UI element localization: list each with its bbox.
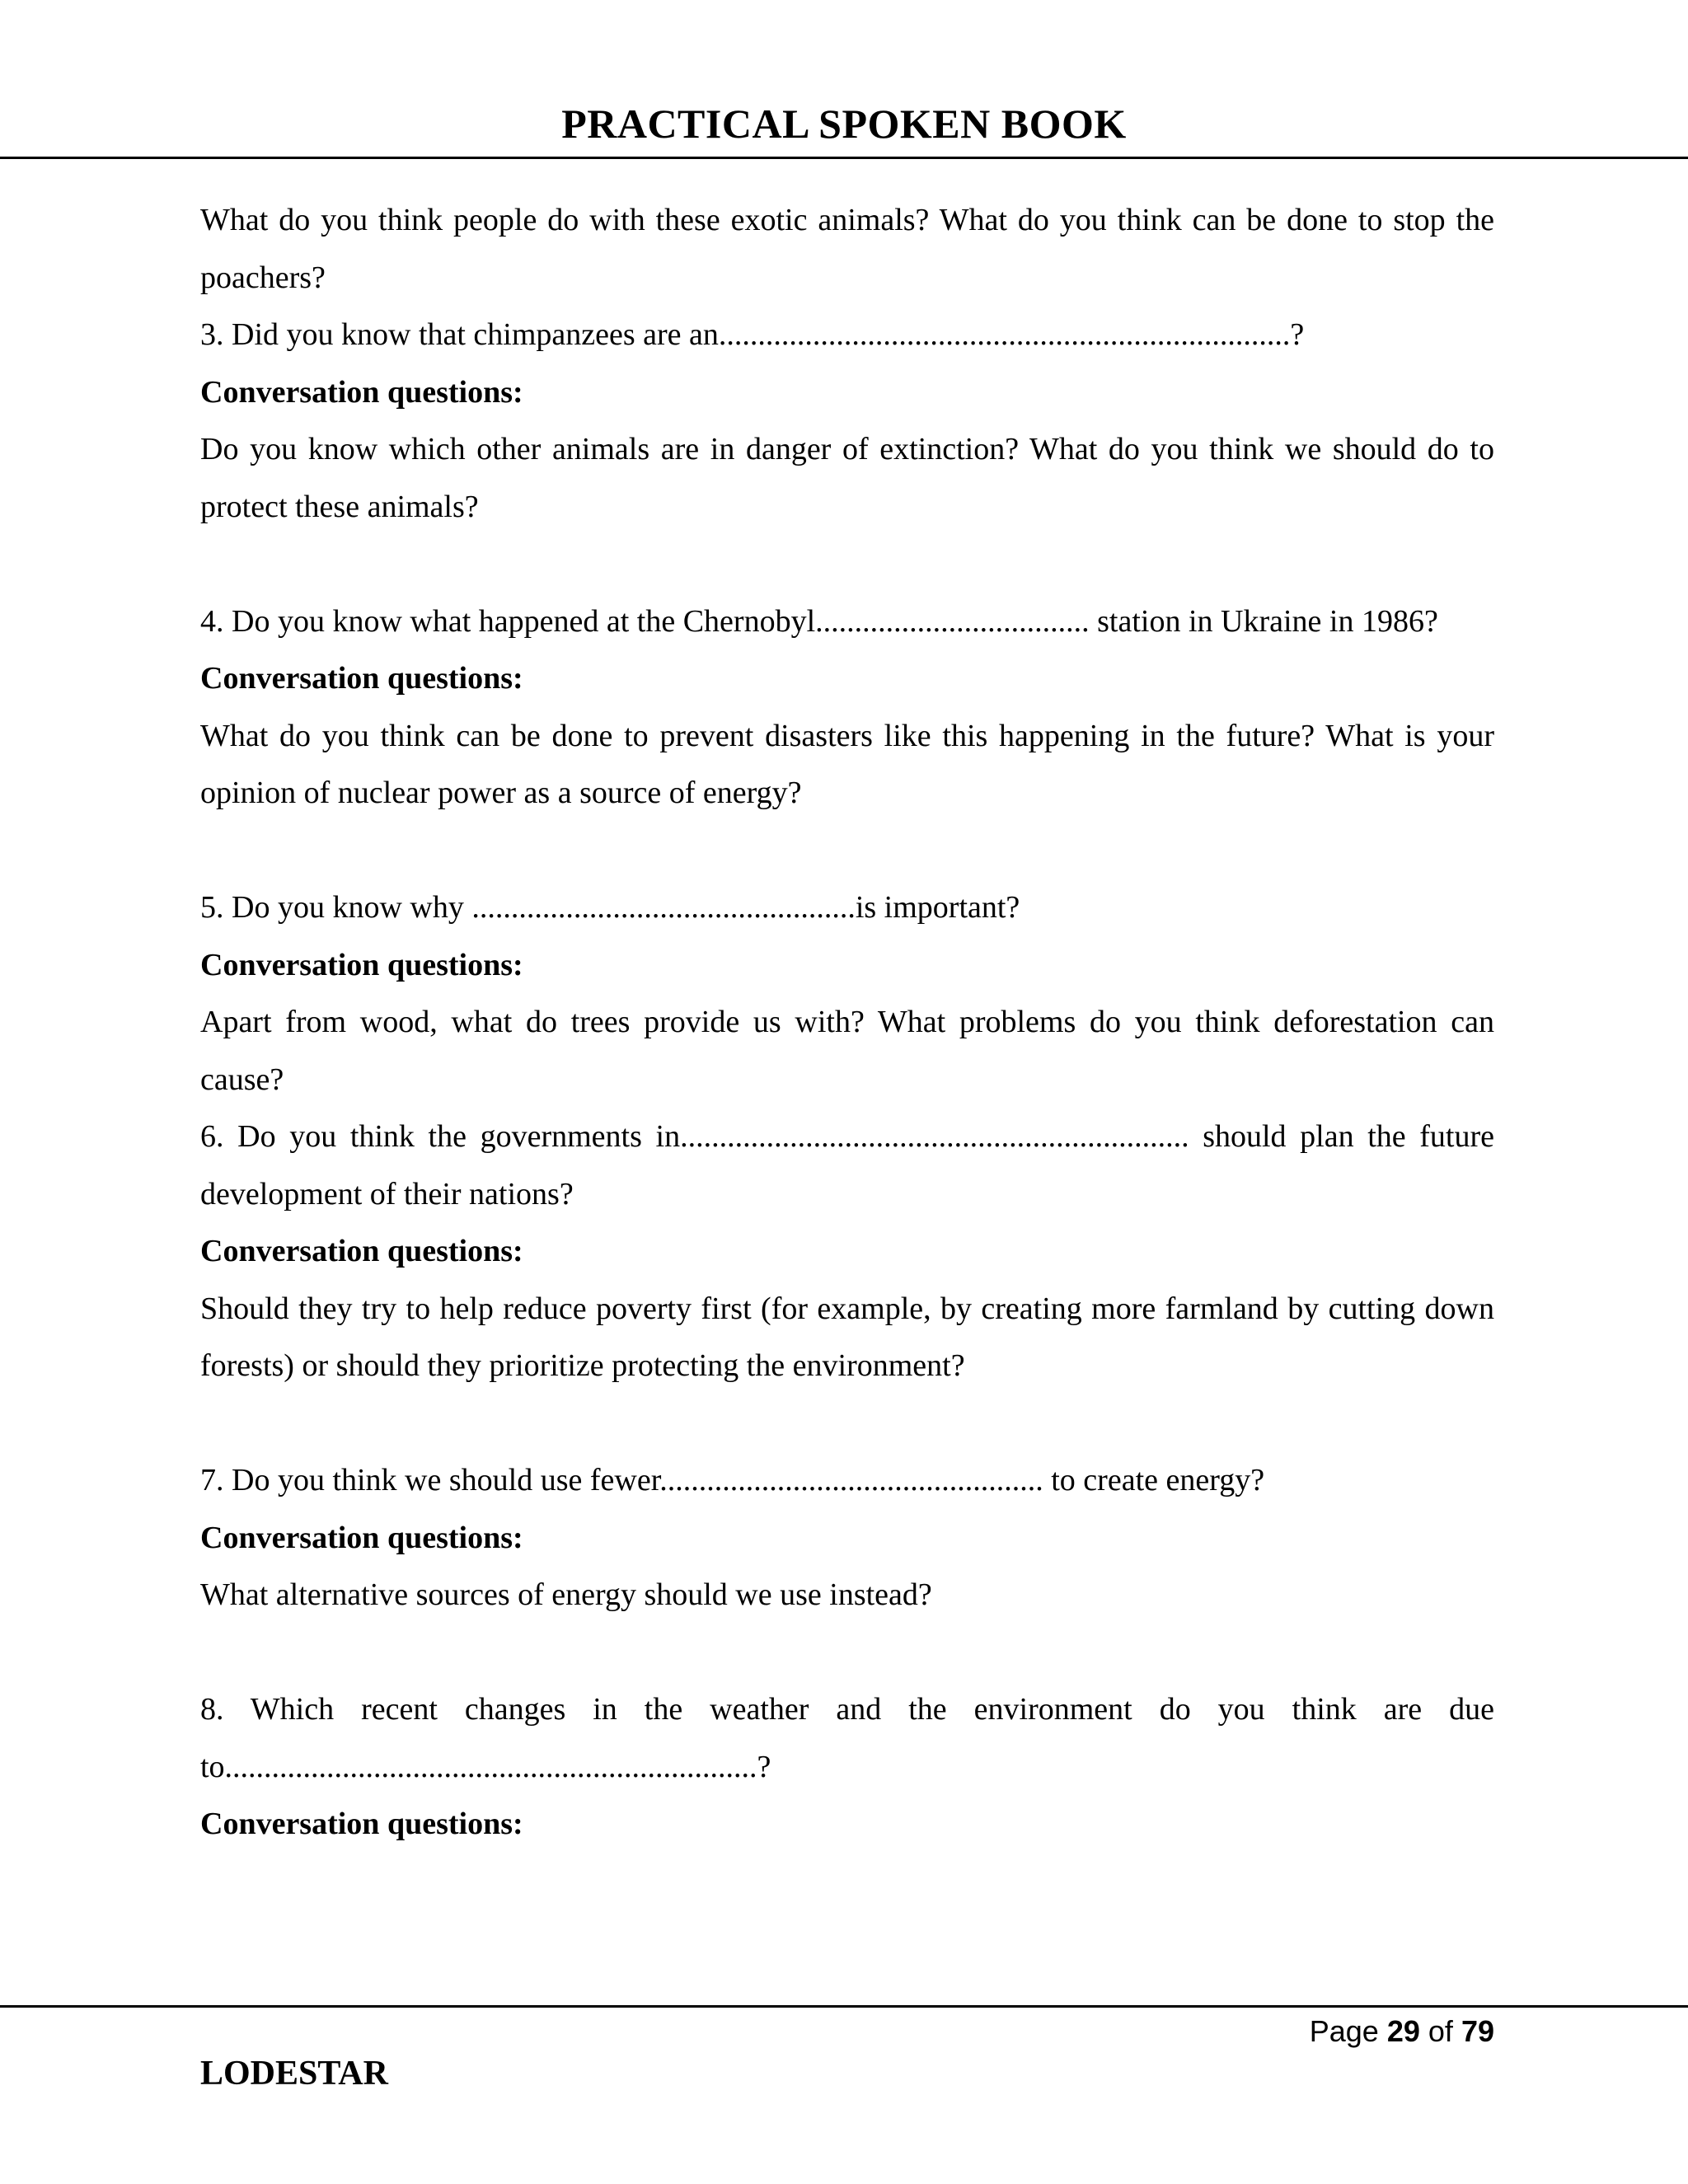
conversation-text-7: What alternative sources of energy should we use instead? xyxy=(200,1577,932,1612)
footer-brand: LODESTAR xyxy=(200,2055,388,2093)
paragraph-gap xyxy=(200,536,1494,593)
page-total: 79 xyxy=(1461,2014,1494,2048)
conversation-heading-8: Conversation questions: xyxy=(200,1807,523,1841)
question-8: 8. Which recent changes in the weather and the environment do you think are due to....................................................................? xyxy=(200,1692,1494,1784)
conversation-heading-4: Conversation questions: xyxy=(200,661,523,696)
question-6: 6. Do you think the governments in................................................................. should plan the future development of their nations? xyxy=(200,1119,1494,1212)
intro-question: What do you think people do with these exotic animals? What do you think can be done to stop the poachers? xyxy=(200,203,1494,295)
conversation-text-6: Should they try to help reduce poverty first (for example, by creating more farmland by cutting down forests) or should they prioritize protecting the environment? xyxy=(200,1291,1494,1383)
paragraph-gap xyxy=(200,1624,1494,1682)
page-label: Page xyxy=(1309,2014,1379,2048)
header-divider xyxy=(0,157,1688,159)
question-5: 5. Do you know why .................................................is important? xyxy=(200,890,1020,925)
page-of-label: of xyxy=(1428,2014,1453,2048)
question-7: 7. Do you think we should use fewer................................................. to create energy? xyxy=(200,1463,1265,1497)
question-3: 3. Did you know that chimpanzees are an.........................................................................? xyxy=(200,317,1305,352)
document-body xyxy=(200,192,1494,1854)
conversation-heading-3: Conversation questions: xyxy=(200,374,523,410)
paragraph-gap xyxy=(200,823,1494,880)
conversation-heading-5: Conversation questions: xyxy=(200,947,523,982)
footer-divider xyxy=(0,2005,1688,2008)
conversation-heading-7: Conversation questions: xyxy=(200,1520,523,1555)
conversation-text-5: Apart from wood, what do trees provide us with? What problems do you think deforestation can cause? xyxy=(200,1005,1494,1097)
page-current: 29 xyxy=(1386,2014,1420,2048)
conversation-heading-6: Conversation questions: xyxy=(200,1234,523,1268)
page-number xyxy=(1310,2011,1494,2052)
conversation-text-4: What do you think can be done to prevent disasters like this happening in the future? What is your opinion of nuclear power as a source of energy? xyxy=(200,718,1494,810)
paragraph-gap xyxy=(200,1395,1494,1453)
page-header-title: PRACTICAL SPOKEN BOOK xyxy=(561,101,1127,147)
question-4: 4. Do you know what happened at the Chernobyl................................... station in Ukraine in 1986? xyxy=(200,603,1438,639)
conversation-text-3: Do you know which other animals are in danger of extinction? What do you think we should do to protect these animals? xyxy=(200,432,1494,524)
